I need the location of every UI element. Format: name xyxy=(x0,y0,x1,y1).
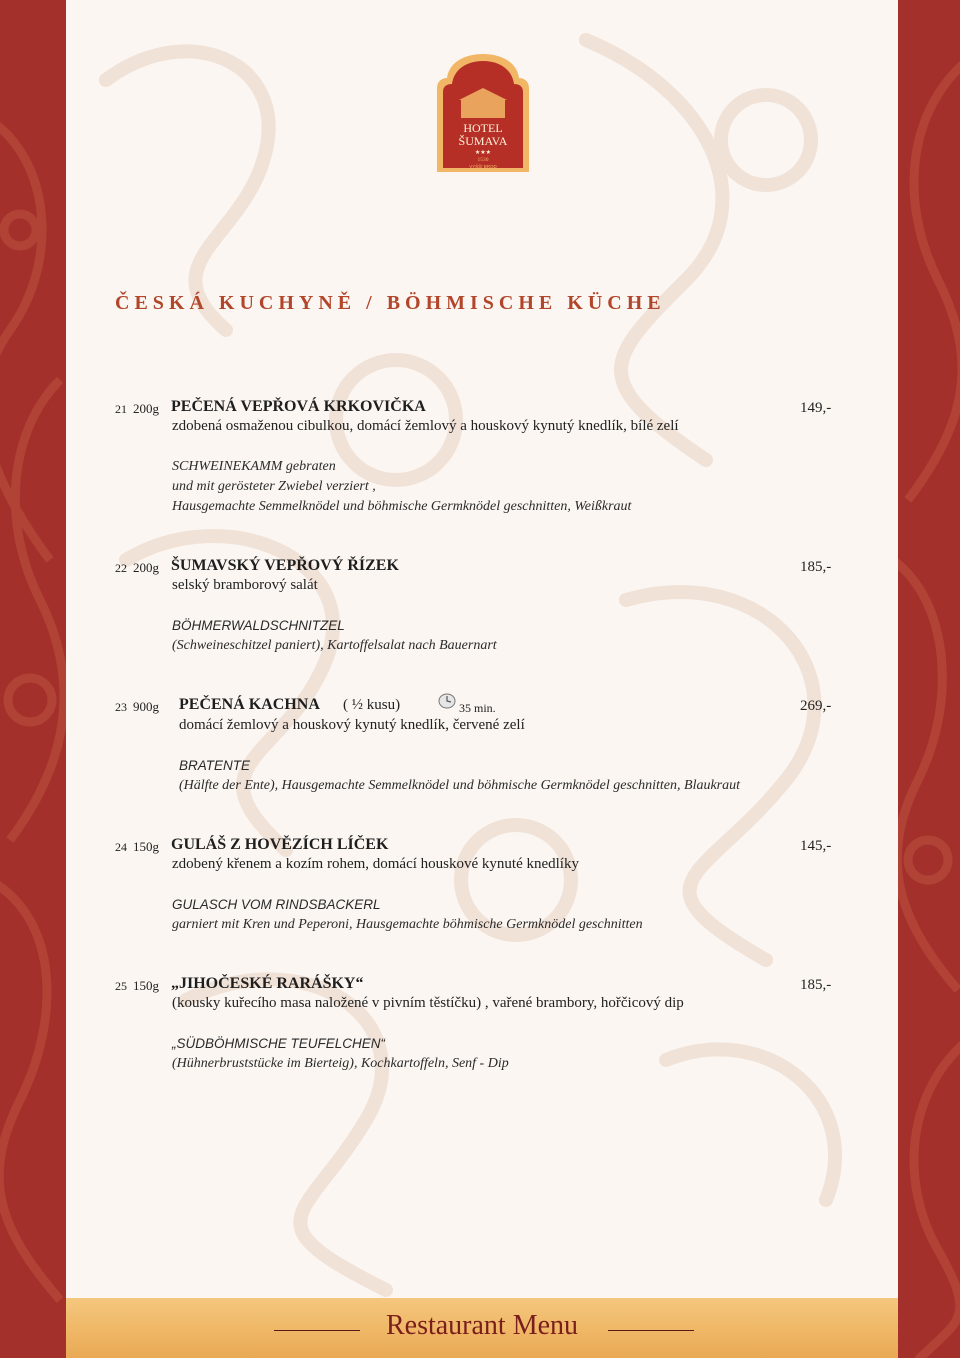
item-name: GULÁŠ Z HOVĚZÍCH LÍČEK xyxy=(171,836,389,853)
item-name-de: „SÜDBÖHMISCHE TEUFELCHEN“ xyxy=(172,1036,386,1051)
item-weight: 150g xyxy=(133,978,159,993)
item-price: 269,- xyxy=(800,698,832,714)
section-heading: ČESKÁ KUCHYNĚ / BÖHMISCHE KÜCHE xyxy=(115,292,666,314)
left-border xyxy=(0,0,66,1358)
ornament-right xyxy=(898,0,960,1358)
logo-year: 1530 xyxy=(477,157,489,163)
item-name: PEČENÁ VEPŘOVÁ KRKOVIČKA xyxy=(171,398,426,415)
item-description-de: garniert mit Kren und Peperoni, Hausgemachte böhmische Germknödel geschnitten xyxy=(172,917,643,932)
ornament-left xyxy=(0,0,66,1358)
right-border xyxy=(898,0,960,1358)
item-description-cz: domácí žemlový a houskový kynutý knedlík, červené zelí xyxy=(179,717,525,733)
prep-time: 35 min. xyxy=(459,701,496,715)
item-name-de: SCHWEINEKAMM gebraten xyxy=(172,459,336,474)
item-description-cz: zdobená osmaženou cibulkou, domácí žemlový a houskový kynutý knedlík, bílé zelí xyxy=(172,418,679,434)
item-description-de: und mit gerösteter Zwiebel verziert , xyxy=(172,479,376,494)
item-description-de: (Hälfte der Ente), Hausgemachte Semmelknödel und böhmische Germknödel geschnitten, Blaukraut xyxy=(179,778,741,793)
item-description-de: (Schweineschitzel paniert), Kartoffelsalat nach Bauernart xyxy=(172,638,497,653)
clock-icon xyxy=(438,693,456,709)
logo-line2: ŠUMAVA xyxy=(458,134,508,148)
item-weight: 200g xyxy=(133,560,159,575)
logo-stars: ★★★ xyxy=(474,149,492,156)
item-weight: 150g xyxy=(133,839,159,854)
item-portion: ( ½ kusu) xyxy=(343,697,401,713)
item-description-de: Hausgemachte Semmelknödel und böhmische Germknödel geschnitten, Weißkraut xyxy=(172,499,632,514)
item-weight: 200g xyxy=(133,401,159,416)
item-weight: 900g xyxy=(133,699,159,714)
item-name: PEČENÁ KACHNA xyxy=(179,696,320,713)
footer-band xyxy=(66,1298,898,1358)
item-name: ŠUMAVSKÝ VEPŘOVÝ ŘÍZEK xyxy=(171,557,399,574)
item-price: 145,- xyxy=(800,838,832,854)
footer-rule-right xyxy=(608,1330,694,1331)
item-number: 21 xyxy=(115,402,127,416)
item-number: 22 xyxy=(115,561,127,575)
item-description-de: (Hühnerbruststücke im Bierteig), Kochkartoffeln, Senf - Dip xyxy=(172,1056,509,1071)
item-number: 23 xyxy=(115,700,127,714)
item-description-cz: selský bramborový salát xyxy=(172,577,318,593)
item-name: „JIHOČESKÉ RARÁŠKY“ xyxy=(171,975,364,992)
item-name-de: BÖHMERWALDSCHNITZEL xyxy=(172,618,345,633)
item-number: 24 xyxy=(115,840,127,854)
hotel-logo xyxy=(431,48,535,172)
item-name-de: BRATENTE xyxy=(179,758,251,773)
logo-line1: HOTEL xyxy=(463,121,503,135)
item-description-cz: (kousky kuřecího masa naložené v pivním těstíčku) , vařené brambory, hořčicový dip xyxy=(172,995,684,1011)
item-price: 149,- xyxy=(800,400,832,416)
item-price: 185,- xyxy=(800,559,832,575)
item-description-cz: zdobený křenem a kozím rohem, domácí houskové kynuté knedlíky xyxy=(172,856,579,872)
item-number: 25 xyxy=(115,979,127,993)
footer-title: Restaurant Menu xyxy=(385,1310,579,1341)
logo-town: VYŠŠÍ BROD xyxy=(469,164,497,169)
item-name-de: GULASCH VOM RINDSBACKERL xyxy=(172,897,381,912)
item-price: 185,- xyxy=(800,977,832,993)
